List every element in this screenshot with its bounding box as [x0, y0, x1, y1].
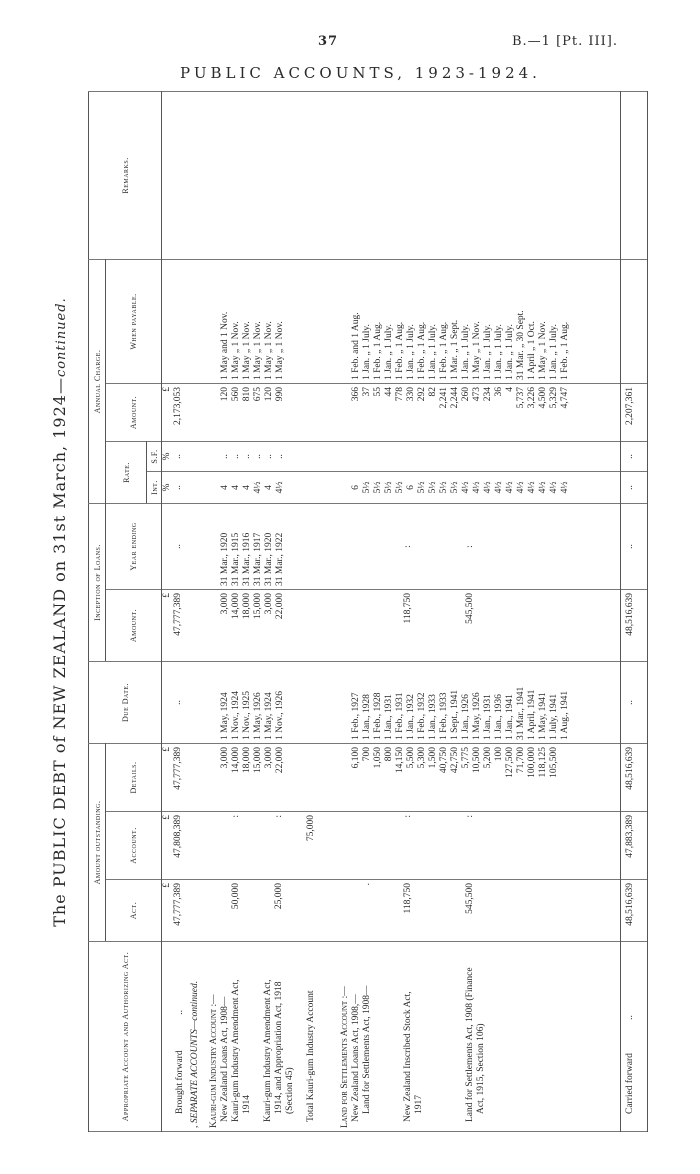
section-separate-accounts: SEPARATE ACCOUNTS—continued.: [190, 980, 200, 1124]
land-due-date: 1 Jan., 1926: [461, 694, 472, 740]
page-number: 37: [318, 34, 339, 49]
header-inception-of-loans: Inception of Loans.: [89, 503, 106, 661]
table-header: [89, 91, 162, 1131]
land-rate-int: 6: [351, 485, 362, 490]
land-rate-int: 5½: [362, 481, 373, 494]
kauri-annual-amount: 120: [264, 386, 275, 402]
bf-annual-amount: 2,173,053: [173, 386, 183, 425]
kauri-when-payable: 1 May „ 1 Nov.: [242, 321, 253, 380]
bf-act: 47,777,389: [173, 883, 183, 926]
bf-rate-int: ..: [173, 485, 183, 490]
document-reference: B.—1 [Pt. III].: [512, 34, 619, 49]
kauri-total-account: 75,000: [306, 815, 317, 842]
header-due-date: Due Date.: [89, 662, 162, 744]
land-detail: 800: [384, 747, 395, 762]
kauri-rate-sf: ..: [275, 454, 286, 459]
land-when-payable: 1 May „ 1 Nov.: [538, 321, 549, 380]
kauri-inception-amount: 3,000: [220, 593, 231, 615]
land-line: Act, 1915, Section 106): [476, 1023, 487, 1114]
bf-account: 47,808,389: [173, 815, 183, 858]
land-due-date: 1 Jan., 1932: [406, 694, 417, 740]
land-due-date: 1 Feb., 1931: [395, 692, 406, 740]
bf-rate-sf-unit: %: [162, 452, 172, 461]
table-row-land-settlements: [340, 91, 620, 1131]
land-rate-int: 6: [406, 485, 417, 490]
bf-year-ending: ..: [173, 544, 183, 549]
kauri-rate-int: 4: [231, 485, 242, 490]
land-line: 1917: [414, 1095, 425, 1114]
land-due-date: 1 Feb., 1932: [417, 692, 428, 740]
land-annual-amount: 82: [428, 386, 439, 397]
land-due-dates-column: [340, 662, 620, 744]
kauri-inception-amount: 14,000: [231, 593, 242, 620]
kauri-line: Kauri-gum Industry Amendment Act,: [231, 979, 242, 1122]
land-annual-amount: 44: [384, 386, 395, 397]
kauri-act-1: 50,000: [231, 883, 242, 910]
land-when-payable: 1 April „ 1 Oct.: [527, 321, 538, 380]
kauri-rate-int: 4½: [275, 481, 286, 494]
kauri-annual-amount: 120: [220, 386, 231, 402]
kauri-detail: 15,000: [253, 747, 264, 774]
header-year-ending: Year ending: [106, 503, 162, 589]
kauri-year-ending: 31 Mar., 1920: [220, 532, 231, 586]
land-due-date: 1 Jan., 1941: [505, 694, 516, 740]
land-rate-int: 4½: [505, 481, 516, 494]
publication-title: PUBLIC ACCOUNTS, 1923-1924.: [180, 64, 541, 82]
land-rate-int: 4½: [494, 481, 505, 494]
kauri-annual-amount: 810: [242, 386, 253, 402]
cf-due-date: ..: [621, 662, 648, 744]
land-rate-int: 5½: [384, 481, 395, 494]
table-row-kauri-gum: [209, 91, 340, 1131]
land-rate-int: 4½: [516, 481, 527, 494]
land-rate-int: 4½: [549, 481, 560, 494]
kauri-rate-sf: ..: [220, 454, 231, 459]
land-rates-column: [340, 471, 620, 503]
land-rate-int: 4½: [472, 481, 483, 494]
land-year-2: :: [465, 545, 476, 548]
kauri-detail: 22,000: [275, 747, 286, 774]
bf-act-unit: £: [162, 883, 172, 888]
land-due-date: 1 Aug., 1941: [560, 690, 571, 740]
kauri-rate-sf: ..: [231, 454, 242, 459]
kauri-when-payable: 1 May „ 1 Nov.: [253, 321, 264, 380]
land-annual-amount: 55: [373, 386, 384, 397]
land-sf-column: [340, 441, 620, 471]
land-when-payable: 1 May „ 1 Nov.: [472, 321, 483, 380]
land-when-payable: 31 Mar. „ 30 Sept.: [516, 310, 527, 380]
land-when-payable: 1 Jan. „ 1 July.: [406, 324, 417, 380]
land-line: New Zealand Loans Act, 1908,—: [351, 994, 362, 1122]
public-debt-table: [88, 91, 648, 1132]
land-annual-amount: 2,241: [439, 386, 450, 409]
land-act-dots: .: [362, 883, 373, 886]
land-when-column: [340, 259, 620, 383]
land-due-date: 1 Feb., 1927: [351, 692, 362, 740]
land-due-date: 1 May, 1926: [472, 692, 483, 740]
land-detail: 100,000: [527, 747, 538, 778]
kauri-due-date: 1 May, 1926: [253, 692, 264, 740]
kauri-due-date: 1 May, 1924: [220, 692, 231, 740]
land-when-payable: 1 Feb. „ 1 Aug.: [373, 321, 384, 380]
land-annual-amount: 778: [395, 386, 406, 402]
land-rate-int: 5½: [417, 481, 428, 494]
land-rate-int: 5½: [395, 481, 406, 494]
land-when-payable: 1 Jan. „ 1 July.: [384, 324, 395, 380]
kauri-act-2: 25,000: [274, 883, 285, 910]
header-rate-int: Int.: [147, 471, 162, 503]
land-rate-int: 5½: [450, 481, 461, 494]
land-detail: 100: [494, 747, 505, 762]
land-detail: 1,050: [373, 747, 384, 769]
bf-annual-unit: £: [162, 386, 172, 392]
land-annual-column: [340, 383, 620, 441]
kauri-line: New Zealand Loans Act, 1908—: [220, 996, 231, 1122]
land-annual-amount: 366: [351, 386, 362, 402]
kauri-when-payable: 1 May „ 1 Nov.: [264, 321, 275, 380]
brought-forward-label: Brought forward: [175, 1050, 185, 1114]
header-annual-charge: Annual Charge.: [89, 259, 106, 503]
bf-inception-amount: 47,777,389: [173, 593, 183, 636]
kauri-line: 1914: [242, 1095, 253, 1114]
kauri-detail: 14,000: [231, 747, 242, 774]
header-annual-amount: Amount.: [106, 383, 162, 441]
header-rate: Rate.: [106, 441, 147, 503]
kauri-year-ending: 31 Mar., 1917: [253, 532, 264, 586]
header-appropriate-account: Appropriate Account and Authorizing Act.: [89, 942, 162, 1132]
kauri-year-ending: 31 Mar., 1915: [231, 532, 242, 586]
kauri-rate-int: 4: [264, 485, 275, 490]
land-detail: 5,500: [406, 747, 417, 769]
land-due-date: 1 Jan., 1928: [362, 694, 373, 740]
kauri-total-label: Total Kauri-gum Industry Account: [306, 990, 317, 1122]
bf-details-unit: £: [162, 747, 172, 752]
header-remarks: Remarks.: [89, 91, 162, 259]
kauri-due-date: 1 Nov., 1926: [275, 691, 286, 740]
kauri-detail: 18,000: [242, 747, 253, 774]
table-caption-suffix: continued.: [54, 297, 69, 378]
land-when-payable: 1 Feb. „ 1 Aug.: [417, 321, 428, 380]
land-when-payable: 1 Feb. „ 1 Aug.: [439, 321, 450, 380]
land-inception-1: 118,750: [403, 593, 414, 624]
land-when-payable: 1 Jan. „ 1 July.: [483, 324, 494, 380]
table-body: [162, 91, 648, 1131]
kauri-year-ending: 31 Mar., 1920: [264, 532, 275, 586]
land-due-date: 1 Sept., 1941: [450, 689, 461, 740]
header-inception-amount: Amount.: [106, 590, 162, 662]
land-annual-amount: 2,244: [450, 386, 461, 409]
land-annual-amount: 5,737: [516, 386, 527, 409]
land-annual-amount: 5,329: [549, 386, 560, 409]
kauri-due-date: 1 Nov., 1924: [231, 691, 242, 740]
header-amount-outstanding: Amount outstanding.: [89, 744, 106, 942]
carried-forward-label: Carried forward: [625, 1053, 635, 1114]
land-rate-int: 4½: [461, 481, 472, 494]
kauri-when-payable: 1 May and 1 Nov.: [220, 311, 231, 380]
land-detail: 700: [362, 747, 373, 762]
land-rate-int: 4½: [560, 481, 571, 494]
land-when-payable: 1 Mar. „ 1 Sept.: [450, 319, 461, 380]
land-due-date: 1 Jan., 1931: [384, 694, 395, 740]
land-detail: 40,750: [439, 747, 450, 774]
land-annual-amount: 234: [483, 386, 494, 402]
land-rate-int: 4½: [483, 481, 494, 494]
kauri-line: Kauri-gum Industry Amendment Act,: [263, 979, 274, 1122]
public-debt-table-frame: [50, 92, 648, 1132]
land-rate-int: 5½: [373, 481, 384, 494]
rotated-table-region: [50, 92, 648, 1132]
land-detail: 42,750: [450, 747, 461, 774]
land-annual-amount: 292: [417, 386, 428, 402]
kauri-inception-amount: 15,000: [253, 593, 264, 620]
land-account-1: :: [403, 815, 414, 818]
bf-details: 47,777,389: [173, 747, 183, 790]
kauri-year-ending: 31 Mar., 1916: [242, 532, 253, 586]
land-detail: 105,500: [549, 747, 560, 778]
land-rate-int: 4½: [527, 481, 538, 494]
carried-forward-dots: ..: [625, 1015, 635, 1020]
bf-rate-sf: ..: [173, 454, 183, 459]
land-when-payable: 1 Feb. „ 1 Aug.: [395, 321, 406, 380]
land-annual-amount: 473: [472, 386, 483, 402]
land-annual-amount: 4: [505, 386, 516, 392]
cf-act: 48,516,639: [621, 880, 648, 942]
kauri-inception-amount: 22,000: [275, 593, 286, 620]
header-act: Act.: [106, 880, 162, 942]
kauri-rate-int: 4: [242, 485, 253, 490]
bf-account-unit: £: [162, 815, 172, 820]
land-detail: 71,700: [516, 747, 527, 774]
land-due-date: 1 Jan., 1933: [428, 694, 439, 740]
land-when-payable: 1 Jan. „ 1 July.: [494, 324, 505, 380]
land-annual-amount: 330: [406, 386, 417, 402]
kauri-inception-amount: 3,000: [264, 593, 275, 615]
cf-account: 47,883,389: [621, 812, 648, 880]
land-annual-amount: 37: [362, 386, 373, 397]
land-when-payable: 1 Jan. „ 1 July.: [428, 324, 439, 380]
header-when-payable: When payable.: [106, 259, 162, 383]
kauri-line: 1914, and Appropriation Act, 1918: [274, 981, 285, 1114]
land-detail: 6,100: [351, 747, 362, 769]
land-annual-amount: 4,747: [560, 386, 571, 409]
kauri-account-1: :: [231, 815, 242, 818]
bf-due-date: ..: [173, 700, 183, 705]
land-rate-int: 5½: [439, 481, 450, 494]
land-due-date: 1 Jan., 1931: [483, 694, 494, 740]
table-row-brought-forward: Brought forward .. , SEPARATE ACCOUNTS—continued. £ 47,777,389 £ 47,808,389 £ 47,777,389 .. £ 47,777,389 .. % .. % .. £ 2,173,053: [162, 91, 210, 1131]
land-detail: 5,200: [483, 747, 494, 769]
kauri-when-payable: 1 May „ 1 Nov.: [275, 321, 286, 380]
kauri-annual-amount: 560: [231, 386, 242, 402]
land-annual-amount: 36: [494, 386, 505, 397]
kauri-when-payable: 1 May „ 1 Nov.: [231, 321, 242, 380]
land-line: New Zealand Inscribed Stock Act,: [403, 991, 414, 1122]
land-when-payable: 1 Jan. „ 1 July.: [505, 324, 516, 380]
kauri-detail: 3,000: [220, 747, 231, 769]
land-annual-amount: 3,226: [527, 386, 538, 409]
land-detail: 118,125: [538, 747, 549, 778]
table-row-carried-forward: [621, 91, 648, 1131]
header-account: Account.: [106, 812, 162, 880]
land-due-date: 1 Feb., 1933: [439, 692, 450, 740]
kauri-line: (Section 45): [285, 1067, 296, 1114]
land-when-payable: 1 Jan. „ 1 July.: [549, 324, 560, 380]
kauri-annual-amount: 675: [253, 386, 264, 402]
header-rate-sf: S.F.: [147, 441, 162, 471]
kauri-account-2: :: [274, 815, 285, 818]
land-due-date: 1 April, 1941: [527, 689, 538, 740]
header-details: Details.: [106, 744, 162, 812]
land-inception-2: 545,500: [465, 593, 476, 624]
land-detail: 10,500: [472, 747, 483, 774]
table-caption: [50, 92, 69, 1132]
land-due-date: 1 Feb., 1928: [373, 692, 384, 740]
land-detail: 5,300: [417, 747, 428, 769]
land-due-date: 1 Jan., 1936: [494, 694, 505, 740]
land-annual-amount: 260: [461, 386, 472, 402]
cf-rate-sf: ..: [621, 441, 648, 471]
land-detail: 127,500: [505, 747, 516, 778]
land-when-payable: 1 Feb. and 1 Aug.: [351, 312, 362, 380]
land-due-date: 31 Mar., 1941: [516, 686, 527, 740]
kauri-rate-sf: ..: [242, 454, 253, 459]
kauri-annual-amount: 990: [275, 386, 286, 402]
table-caption-main: The PUBLIC DEBT of NEW ZEALAND on 31st March, 1924—: [50, 377, 69, 927]
cf-rate-int: ..: [621, 471, 648, 503]
land-act-2: 545,500: [465, 883, 476, 914]
kauri-rate-sf: ..: [253, 454, 264, 459]
land-line: Land for Settlements Act, 1908 (Finance: [465, 967, 476, 1122]
kauri-rate-int: 4½: [253, 481, 264, 494]
kauri-inception-amount: 18,000: [242, 593, 253, 620]
land-details-column: [340, 744, 620, 812]
land-rate-int: 5½: [428, 481, 439, 494]
cf-year-ending: ..: [621, 503, 648, 589]
land-line: Land for Settlements Act, 1908—: [362, 985, 373, 1114]
kauri-due-date: 1 Nov., 1925: [242, 691, 253, 740]
kauri-heading: Kauri-gum Industry Account :—: [209, 994, 220, 1128]
land-when-payable: 1 Jan. „ 1 July.: [362, 324, 373, 380]
land-account-2: :: [465, 815, 476, 818]
cf-annual-amount: 2,207,361: [621, 383, 648, 441]
land-heading: Land for Settlements Account :—: [340, 986, 351, 1128]
land-when-payable: 1 Jan. „ 1 July.: [461, 324, 472, 380]
kauri-detail: 3,000: [264, 747, 275, 769]
land-annual-amount: 4,500: [538, 386, 549, 409]
land-detail: 1,500: [428, 747, 439, 769]
kauri-due-date: 1 May, 1924: [264, 692, 275, 740]
cf-details: 48,516,639: [621, 744, 648, 812]
kauri-rate-sf: ..: [264, 454, 275, 459]
land-year-1: :: [403, 545, 414, 548]
kauri-year-ending: 31 Mar., 1922: [275, 532, 286, 586]
land-detail: 14,150: [395, 747, 406, 774]
cf-inception-amount: 48,516,639: [621, 590, 648, 662]
land-detail: 5,775: [461, 747, 472, 769]
land-due-date: 1 May, 1941: [538, 692, 549, 740]
land-when-payable: 1 Feb. „ 1 Aug.: [560, 321, 571, 380]
bf-inception-unit: £: [162, 593, 172, 598]
kauri-rate-int: 4: [220, 485, 231, 490]
land-due-date: 1 July, 1941: [549, 693, 560, 740]
land-act-1: 118,750: [403, 883, 414, 914]
bf-rate-int-unit: %: [162, 483, 172, 492]
brought-forward-dots: ..: [175, 1010, 185, 1015]
land-rate-int: 4½: [538, 481, 549, 494]
